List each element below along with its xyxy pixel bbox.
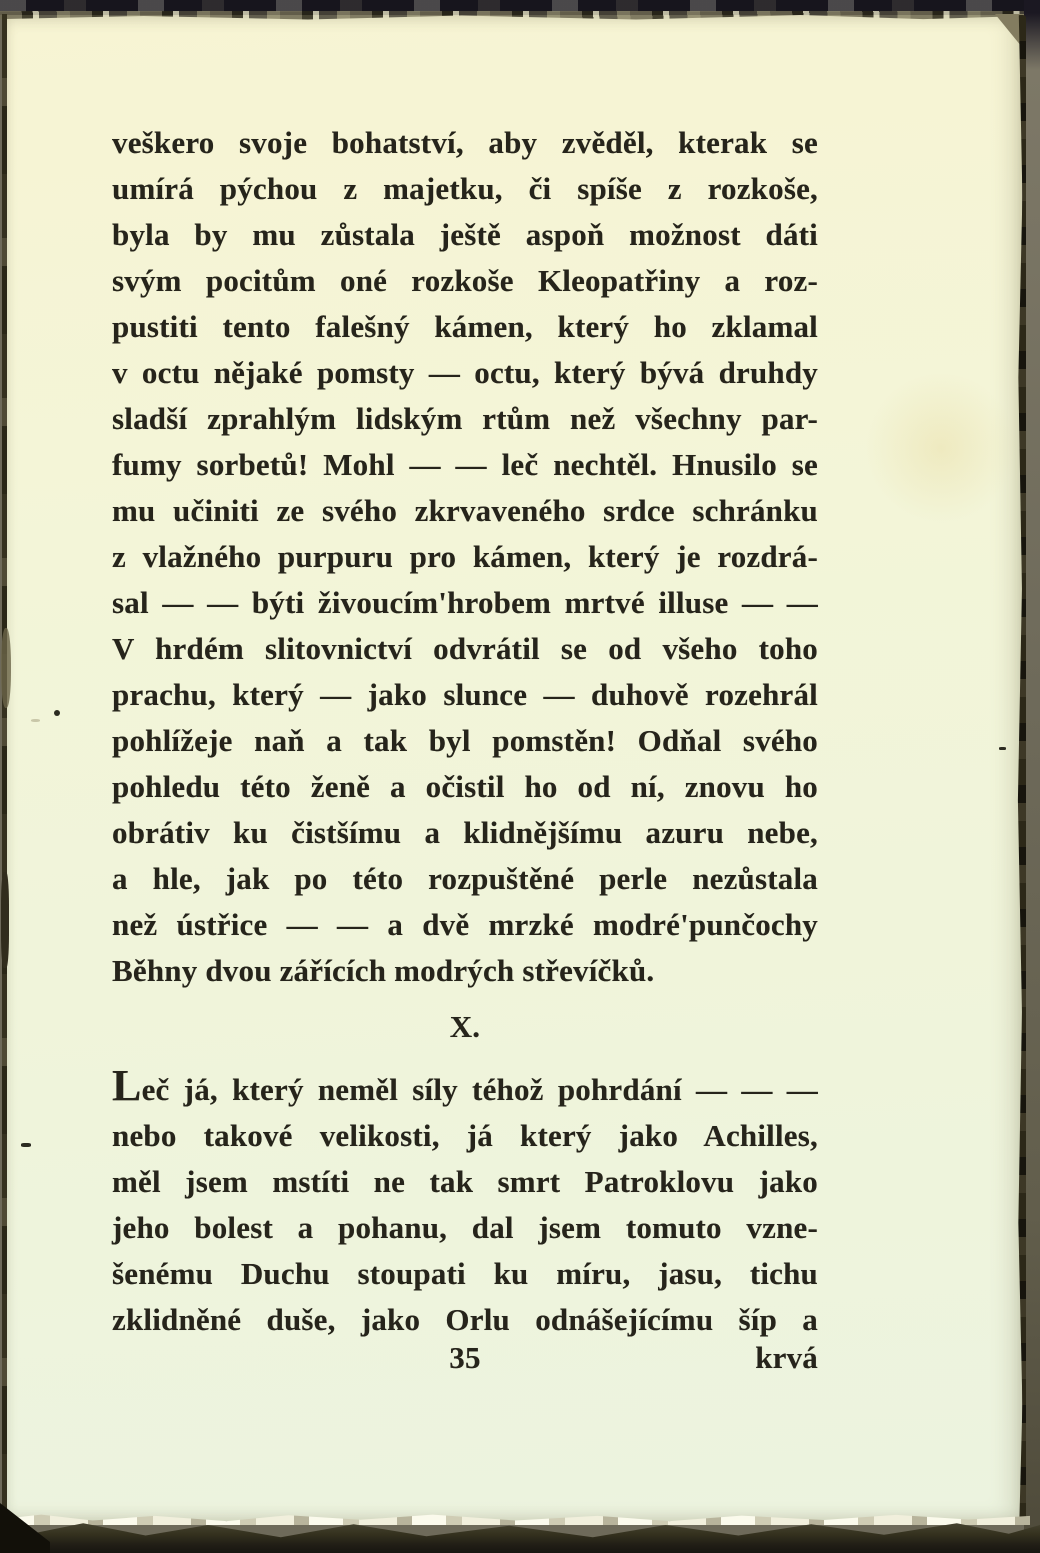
text-line: sal — — býti živoucím'hrobem mrtvé illuse — — xyxy=(112,585,818,620)
text-line: pustiti tento falešný kámen, který ho zklamal xyxy=(112,309,818,344)
ink-speck xyxy=(54,710,60,716)
text-line: V hrdém slitovnictví odvrátil se od všeho toho xyxy=(112,631,818,666)
catchword: krvá xyxy=(755,1340,818,1375)
text-line: než ústřice — — a dvě mrzké modré'punčochy xyxy=(112,907,818,942)
text-line: veškero svoje bohatství, aby zvěděl, kterak se xyxy=(112,125,818,160)
text-line: mu učiniti ze svého zkrvaveného srdce schránku xyxy=(112,493,818,528)
text-line-rest: eč já, který neměl síly téhož pohrdání — — — xyxy=(141,1072,818,1107)
paragraph-2 xyxy=(112,1061,818,1343)
text-line: pohlížeje naň a tak byl pomstěn! Odňal svého xyxy=(112,723,818,758)
section-heading: X. xyxy=(449,1009,481,1044)
paper-flaw xyxy=(31,719,40,722)
text-line: svým pocitům oné rozkoše Kleopatřiny a roz- xyxy=(112,263,818,298)
text-line: a hle, jak po této rozpuštěné perle nezůstala xyxy=(112,861,818,896)
text-line: pohledu této ženě a očistil ho od ní, znovu ho xyxy=(112,769,818,804)
left-edge-blot xyxy=(1,872,9,968)
text-line: měl jsem mstíti ne tak smrt Patroklovu jako xyxy=(112,1164,818,1199)
text-line: byla by mu zůstala ještě aspoň možnost dáti xyxy=(112,217,818,252)
page-text-column xyxy=(112,120,818,1381)
text-line: nebo takové velikosti, já který jako Achilles, xyxy=(112,1118,818,1153)
paragraph-initial-letter: L xyxy=(112,1061,142,1110)
text-line: prachu, který — jako slunce — duhově rozehrál xyxy=(112,677,818,712)
page-footer xyxy=(112,1335,818,1381)
scan-backing-right xyxy=(1024,0,1040,1553)
paragraph-1 xyxy=(112,120,818,994)
text-line: jeho bolest a pohanu, dal jsem tomuto vzne- xyxy=(112,1210,818,1245)
text-line: šenému Duchu stoupati ku míru, jasu, tichu xyxy=(112,1256,818,1291)
page-number: 35 xyxy=(449,1340,481,1375)
text-line: Běhny dvou zářících modrých střevíčků. xyxy=(112,953,655,988)
text-line: v octu nějaké pomsty — octu, který bývá druhdy xyxy=(112,355,818,390)
text-line: fumy sorbetů! Mohl — — leč nechtěl. Hnusilo se xyxy=(112,447,818,482)
page-edge-left xyxy=(2,14,7,1519)
text-line: z vlažného purpuru pro kámen, který je rozdrá- xyxy=(112,539,818,574)
left-edge-smudge xyxy=(1,628,11,708)
ink-speck xyxy=(999,747,1006,750)
ink-speck xyxy=(21,1143,31,1147)
paper-stain xyxy=(866,373,1016,523)
text-line xyxy=(112,1061,818,1113)
text-line: obrátiv ku čistšímu a klidnějšímu azuru nebe, xyxy=(112,815,818,850)
text-line: zklidněné duše, jako Orlu odnášejícímu šíp a xyxy=(112,1302,818,1337)
scan-edge-top-texture xyxy=(0,0,1040,12)
text-line: sladší zprahlým lidským rtům než všechny par- xyxy=(112,401,818,436)
text-line: umírá pýchou z majetku, či spíše z rozkoše, xyxy=(112,171,818,206)
